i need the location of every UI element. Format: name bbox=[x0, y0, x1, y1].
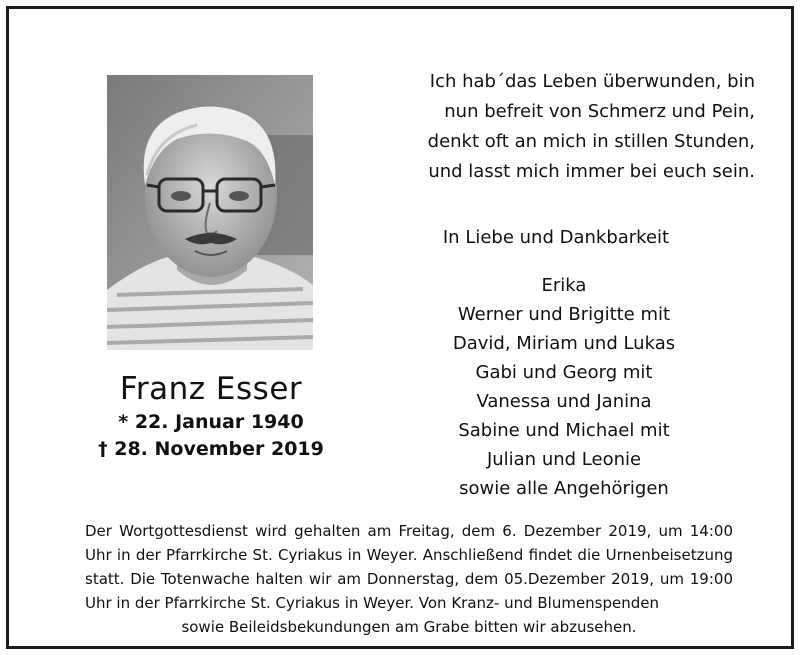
poem bbox=[361, 67, 755, 187]
family-member: Vanessa und Janina bbox=[476, 391, 652, 412]
poem-line: und lasst mich immer bei euch sein. bbox=[428, 161, 755, 182]
poem-line: denkt oft an mich in stillen Stunden, bbox=[427, 131, 755, 152]
obituary-card bbox=[6, 6, 794, 649]
thanks-line: In Liebe und Dankbarkeit bbox=[442, 227, 670, 248]
family-list bbox=[379, 271, 749, 503]
birth-date: * 22. Januar 1940 bbox=[118, 411, 304, 433]
family-member: sowie alle Angehörigen bbox=[459, 478, 669, 499]
death-date: † 28. November 2019 bbox=[98, 438, 324, 460]
notice-last-line: sowie Beileidsbekundungen am Grabe bitten wir abzusehen. bbox=[181, 618, 637, 636]
family-member: Julian und Leonie bbox=[486, 449, 642, 470]
poem-line: nun befreit von Schmerz und Pein, bbox=[444, 101, 755, 122]
portrait-photo bbox=[107, 75, 313, 350]
family-member: Erika bbox=[541, 275, 587, 296]
deceased-name: Franz Esser bbox=[119, 371, 303, 407]
portrait-image bbox=[107, 75, 313, 350]
notice-body: Der Wortgottesdienst wird gehalten am Freitag, dem 6. Dezember 2019, um 14:00 Uhr in der Pfarrkirche St. Cyriakus in Weyer. Anschließend findet die Urnenbeisetzung statt. Die Totenwache halten wir am Donnerstag, dem 05.Dezember 2019, um 19:00 Uhr in der Pfarrkirche St. Cyriakus in Weyer. Von Kranz- und Blumenspenden bbox=[85, 522, 733, 612]
funeral-notice bbox=[85, 519, 733, 639]
family-member: Gabi und Georg mit bbox=[475, 362, 653, 383]
poem-line: Ich hab´das Leben überwunden, bin bbox=[429, 71, 755, 92]
family-member: David, Miriam und Lukas bbox=[452, 333, 676, 354]
family-member: Werner und Brigitte mit bbox=[457, 304, 671, 325]
family-member: Sabine und Michael mit bbox=[458, 420, 670, 441]
